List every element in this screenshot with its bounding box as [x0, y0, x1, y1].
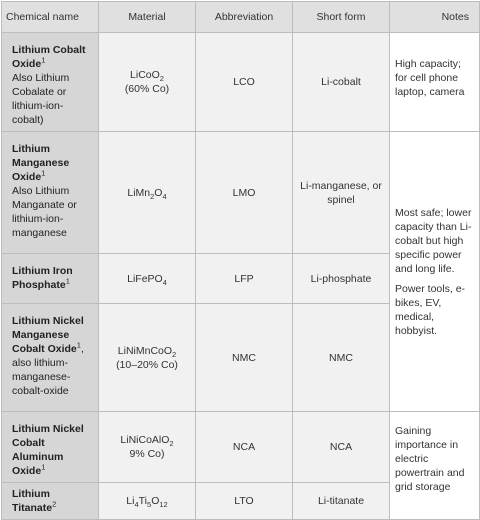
chemical-name-alias: also lithium-manganese-cobalt-oxide — [12, 357, 71, 397]
chemical-name: Lithium Nickel Cobalt Aluminum Oxide — [12, 423, 84, 477]
header-chemical-name: Chemical name — [2, 2, 99, 33]
formula-subscript: 4 — [134, 500, 139, 510]
footnote-marker: 1 — [65, 276, 70, 286]
short-form-cell: NMC — [293, 304, 390, 412]
chemical-name-cell — [2, 132, 99, 254]
chemical-name-alias: Also Lithium Manganate or lithium-ion-manganese — [12, 185, 77, 239]
short-form-cell: Li-manganese, or spinel — [293, 132, 390, 254]
battery-chemistry-table — [1, 1, 480, 520]
notes-cell — [390, 132, 480, 412]
abbreviation-cell: LMO — [196, 132, 293, 254]
material-cobalt-content: (60% Co) — [124, 83, 170, 95]
header-abbreviation: Abbreviation — [196, 2, 293, 33]
material-formula-part: O — [154, 186, 163, 199]
footnote-marker: 2 — [52, 499, 57, 509]
chemical-name-alias: Also Lithium Cobalate or lithium-ion-cobalt) — [12, 72, 70, 126]
header-material: Material — [99, 2, 196, 33]
notes-cell: Gaining importance in electric powertrain and grid storage — [390, 412, 480, 520]
material-formula-part: Ti — [138, 495, 148, 507]
material-cell — [99, 254, 196, 304]
material-formula: LiCoO — [130, 69, 160, 81]
chemical-name-cell — [2, 33, 99, 132]
table-header-row — [2, 2, 480, 33]
abbreviation-cell: NCA — [196, 412, 293, 483]
header-notes: Notes — [390, 2, 480, 33]
abbreviation-cell: LFP — [196, 254, 293, 304]
chemical-name: Lithium Cobalt Oxide — [12, 44, 86, 70]
footnote-marker: 1 — [76, 340, 81, 350]
abbreviation-cell: LTO — [196, 483, 293, 520]
abbreviation-cell: LCO — [196, 33, 293, 132]
formula-subscript: 2 — [172, 349, 177, 359]
material-cell — [99, 33, 196, 132]
notes-text: Most safe; lower capacity than Li-cobalt but high specific power and long life. — [395, 206, 472, 275]
material-formula: LiNiCoAlO — [120, 434, 170, 446]
material-cell — [99, 412, 196, 483]
material-cell — [99, 132, 196, 254]
table-row — [2, 132, 480, 254]
material-formula: LiFePO — [127, 272, 163, 285]
formula-subscript: 4 — [162, 191, 167, 201]
footnote-marker: 1 — [41, 168, 46, 178]
material-cobalt-content: 9% Co) — [129, 448, 165, 460]
table-row — [2, 412, 480, 483]
formula-subscript: 12 — [159, 500, 168, 510]
chemical-name-cell — [2, 483, 99, 520]
table-row — [2, 33, 480, 132]
material-formula-part: LiMn — [127, 186, 151, 199]
short-form-cell: NCA — [293, 412, 390, 483]
material-formula: LiNiMnCoO — [117, 344, 173, 357]
notes-cell: High capacity; for cell phone laptop, camera — [390, 33, 480, 132]
short-form-cell: Li-titanate — [293, 483, 390, 520]
short-form-cell: Li-cobalt — [293, 33, 390, 132]
abbreviation-cell: NMC — [196, 304, 293, 412]
chemical-name-cell — [2, 304, 99, 412]
material-cell — [99, 483, 196, 520]
material-cell — [99, 304, 196, 412]
chemical-name: Lithium Iron Phosphate — [12, 265, 73, 291]
material-formula-part: Li — [126, 495, 135, 507]
material-formula-part: O — [151, 495, 160, 507]
formula-subscript: 2 — [150, 191, 155, 201]
short-form-cell: Li-phosphate — [293, 254, 390, 304]
chemical-name-cell — [2, 254, 99, 304]
formula-subscript: 4 — [162, 277, 167, 287]
chemical-name: Lithium Manganese Oxide — [12, 143, 70, 183]
formula-subscript: 2 — [169, 439, 174, 449]
header-short-form: Short form — [293, 2, 390, 33]
name-comma: , — [80, 343, 84, 355]
chemical-name-cell — [2, 412, 99, 483]
footnote-marker: 1 — [41, 462, 46, 472]
chemical-name: Lithium Nickel Manganese Cobalt Oxide — [12, 315, 84, 355]
formula-subscript: 5 — [147, 500, 152, 510]
chemical-name: Lithium Titanate — [12, 488, 53, 514]
formula-subscript: 2 — [159, 74, 164, 84]
notes-text-applications: Power tools, e-bikes, EV, medical, hobbyist. — [395, 282, 466, 337]
footnote-marker: 1 — [41, 55, 46, 65]
material-cobalt-content: (10–20% Co) — [116, 358, 178, 371]
